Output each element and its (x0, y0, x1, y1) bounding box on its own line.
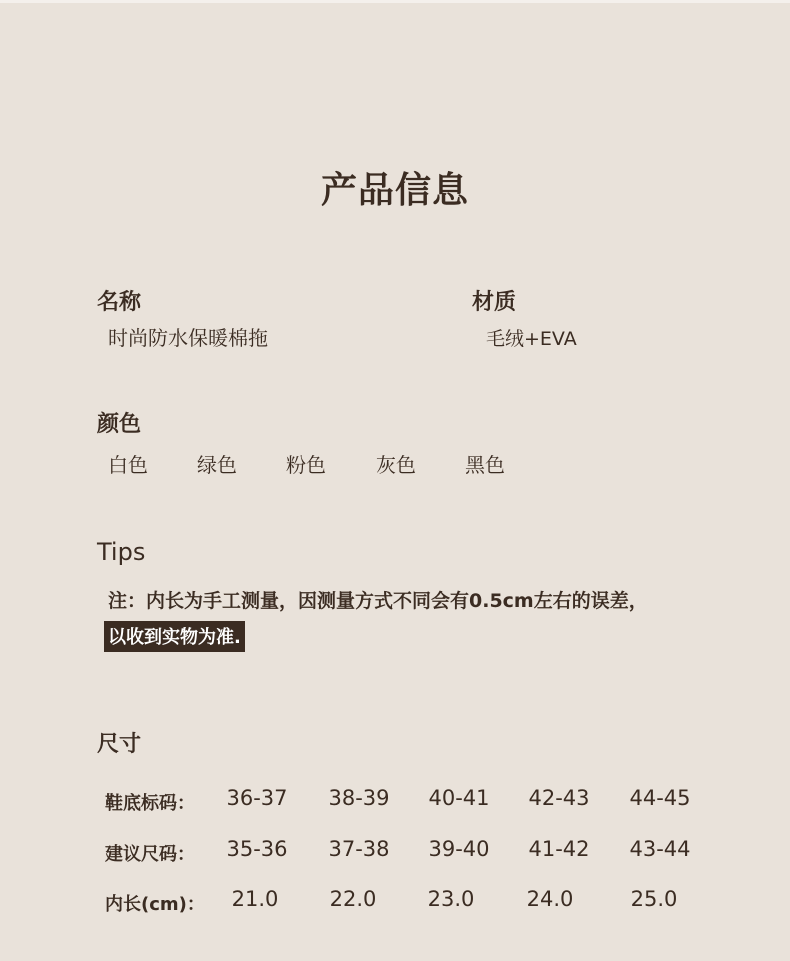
size-row-label: 内长(cm)： (105, 894, 205, 915)
color-option-green: 绿色 (197, 453, 237, 477)
top-border (0, 0, 790, 3)
size-cell: 38-39 (328, 786, 390, 810)
size-cell: 43-44 (629, 837, 691, 861)
tips-label: Tips (97, 538, 146, 566)
size-cell: 35-36 (226, 837, 288, 861)
page-title: 产品信息 (320, 170, 469, 211)
size-cell: 25.0 (630, 887, 678, 911)
size-row-label: 建议尺码： (105, 844, 195, 865)
tips-note: 注：内长为手工测量，因测量方式不同会有0.5cm左右的误差， (108, 590, 648, 612)
name-value: 时尚防水保暖棉拖 (108, 326, 268, 350)
material-value: 毛绒+EVA (486, 328, 577, 350)
size-cell: 24.0 (526, 887, 574, 911)
color-label: 颜色 (97, 412, 142, 437)
size-cell: 36-37 (226, 786, 288, 810)
tips-highlight: 以收到实物为准. (104, 621, 245, 652)
size-cell: 37-38 (328, 837, 390, 861)
size-cell: 39-40 (428, 837, 490, 861)
size-cell: 44-45 (629, 786, 691, 810)
size-cell: 21.0 (231, 887, 279, 911)
color-option-white: 白色 (108, 453, 148, 477)
material-label: 材质 (472, 290, 517, 315)
size-cell: 23.0 (427, 887, 475, 911)
color-option-gray: 灰色 (376, 453, 416, 477)
size-cell: 42-43 (528, 786, 590, 810)
size-cell: 41-42 (528, 837, 590, 861)
name-label: 名称 (97, 290, 142, 315)
size-label: 尺寸 (97, 732, 142, 757)
color-option-black: 黑色 (465, 453, 505, 477)
size-row-label: 鞋底标码： (105, 793, 195, 814)
size-cell: 40-41 (428, 786, 490, 810)
size-cell: 22.0 (329, 887, 377, 911)
color-option-pink: 粉色 (286, 453, 326, 477)
